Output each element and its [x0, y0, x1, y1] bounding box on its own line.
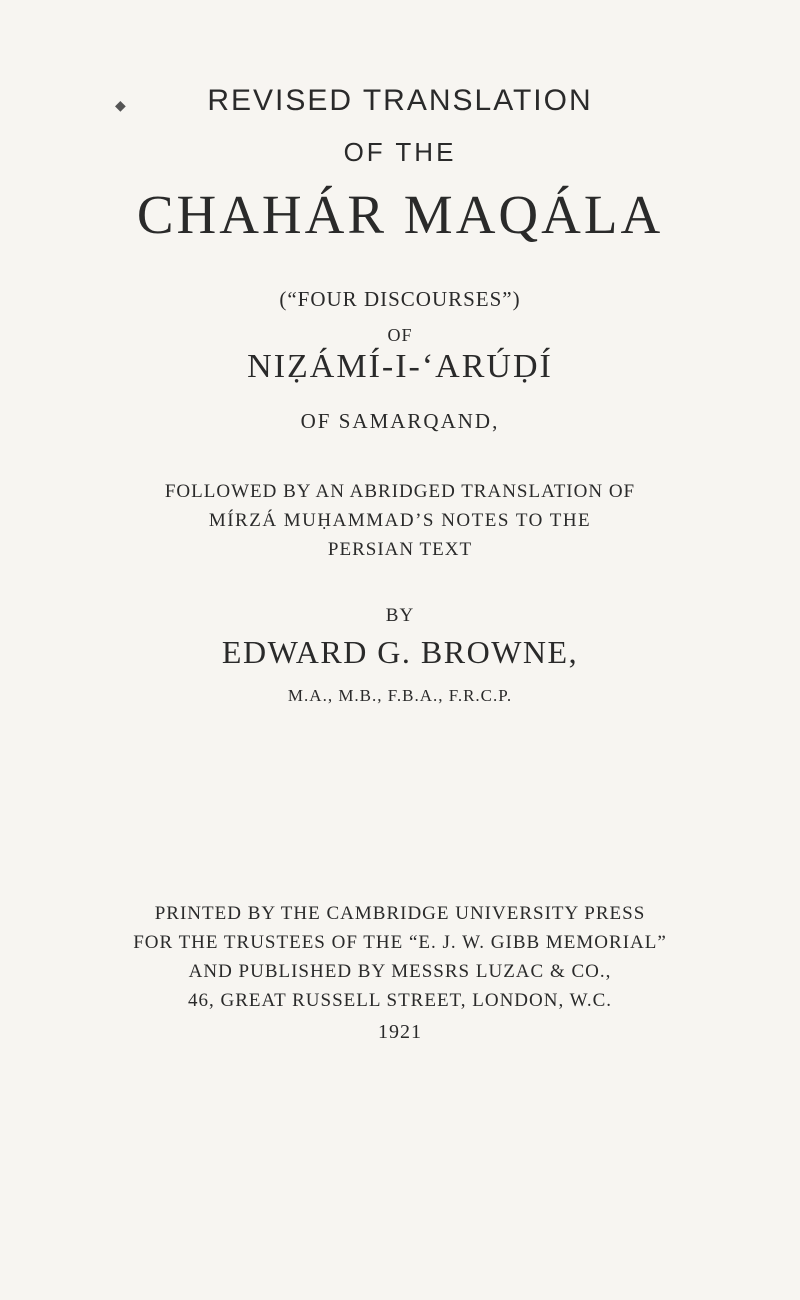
author-origin: OF SAMARQAND, — [300, 409, 500, 433]
subtitle: (“FOUR DISCOURSES”) — [279, 287, 521, 311]
description-line-1: FOLLOWED BY AN ABRIDGED TRANSLATION OF — [164, 481, 636, 502]
heading-line-2: OF THE — [343, 137, 457, 167]
translator-degrees: M.A., M.B., F.B.A., F.R.C.P. — [287, 686, 513, 705]
imprint-line-4: 46, GREAT RUSSELL STREET, LONDON, W.C. — [187, 990, 612, 1011]
imprint-line-3: AND PUBLISHED BY MESSRS LUZAC & CO., — [188, 961, 612, 982]
by-label: BY — [385, 605, 415, 626]
main-title: CHAHÁR MAQÁLA — [136, 184, 664, 245]
translator-name: EDWARD G. BROWNE, — [221, 634, 579, 670]
description-line-3: PERSIAN TEXT — [327, 539, 473, 560]
imprint-line-2: FOR THE TRUSTEES OF THE “E. J. W. GIBB MEMORIAL” — [133, 932, 667, 953]
publication-year: 1921 — [378, 1021, 422, 1043]
heading-line-1: REVISED TRANSLATION — [207, 84, 593, 117]
imprint-line-1: PRINTED BY THE CAMBRIDGE UNIVERSITY PRESS — [154, 903, 646, 924]
author-name: NIẒÁMÍ-I-‘ARÚḌÍ — [247, 348, 553, 385]
description-line-2: MÍRZÁ MUḤAMMAD’S NOTES TO THE — [208, 510, 592, 531]
stray-ink-mark: ◆ — [115, 99, 126, 114]
of-label: OF — [387, 325, 413, 345]
